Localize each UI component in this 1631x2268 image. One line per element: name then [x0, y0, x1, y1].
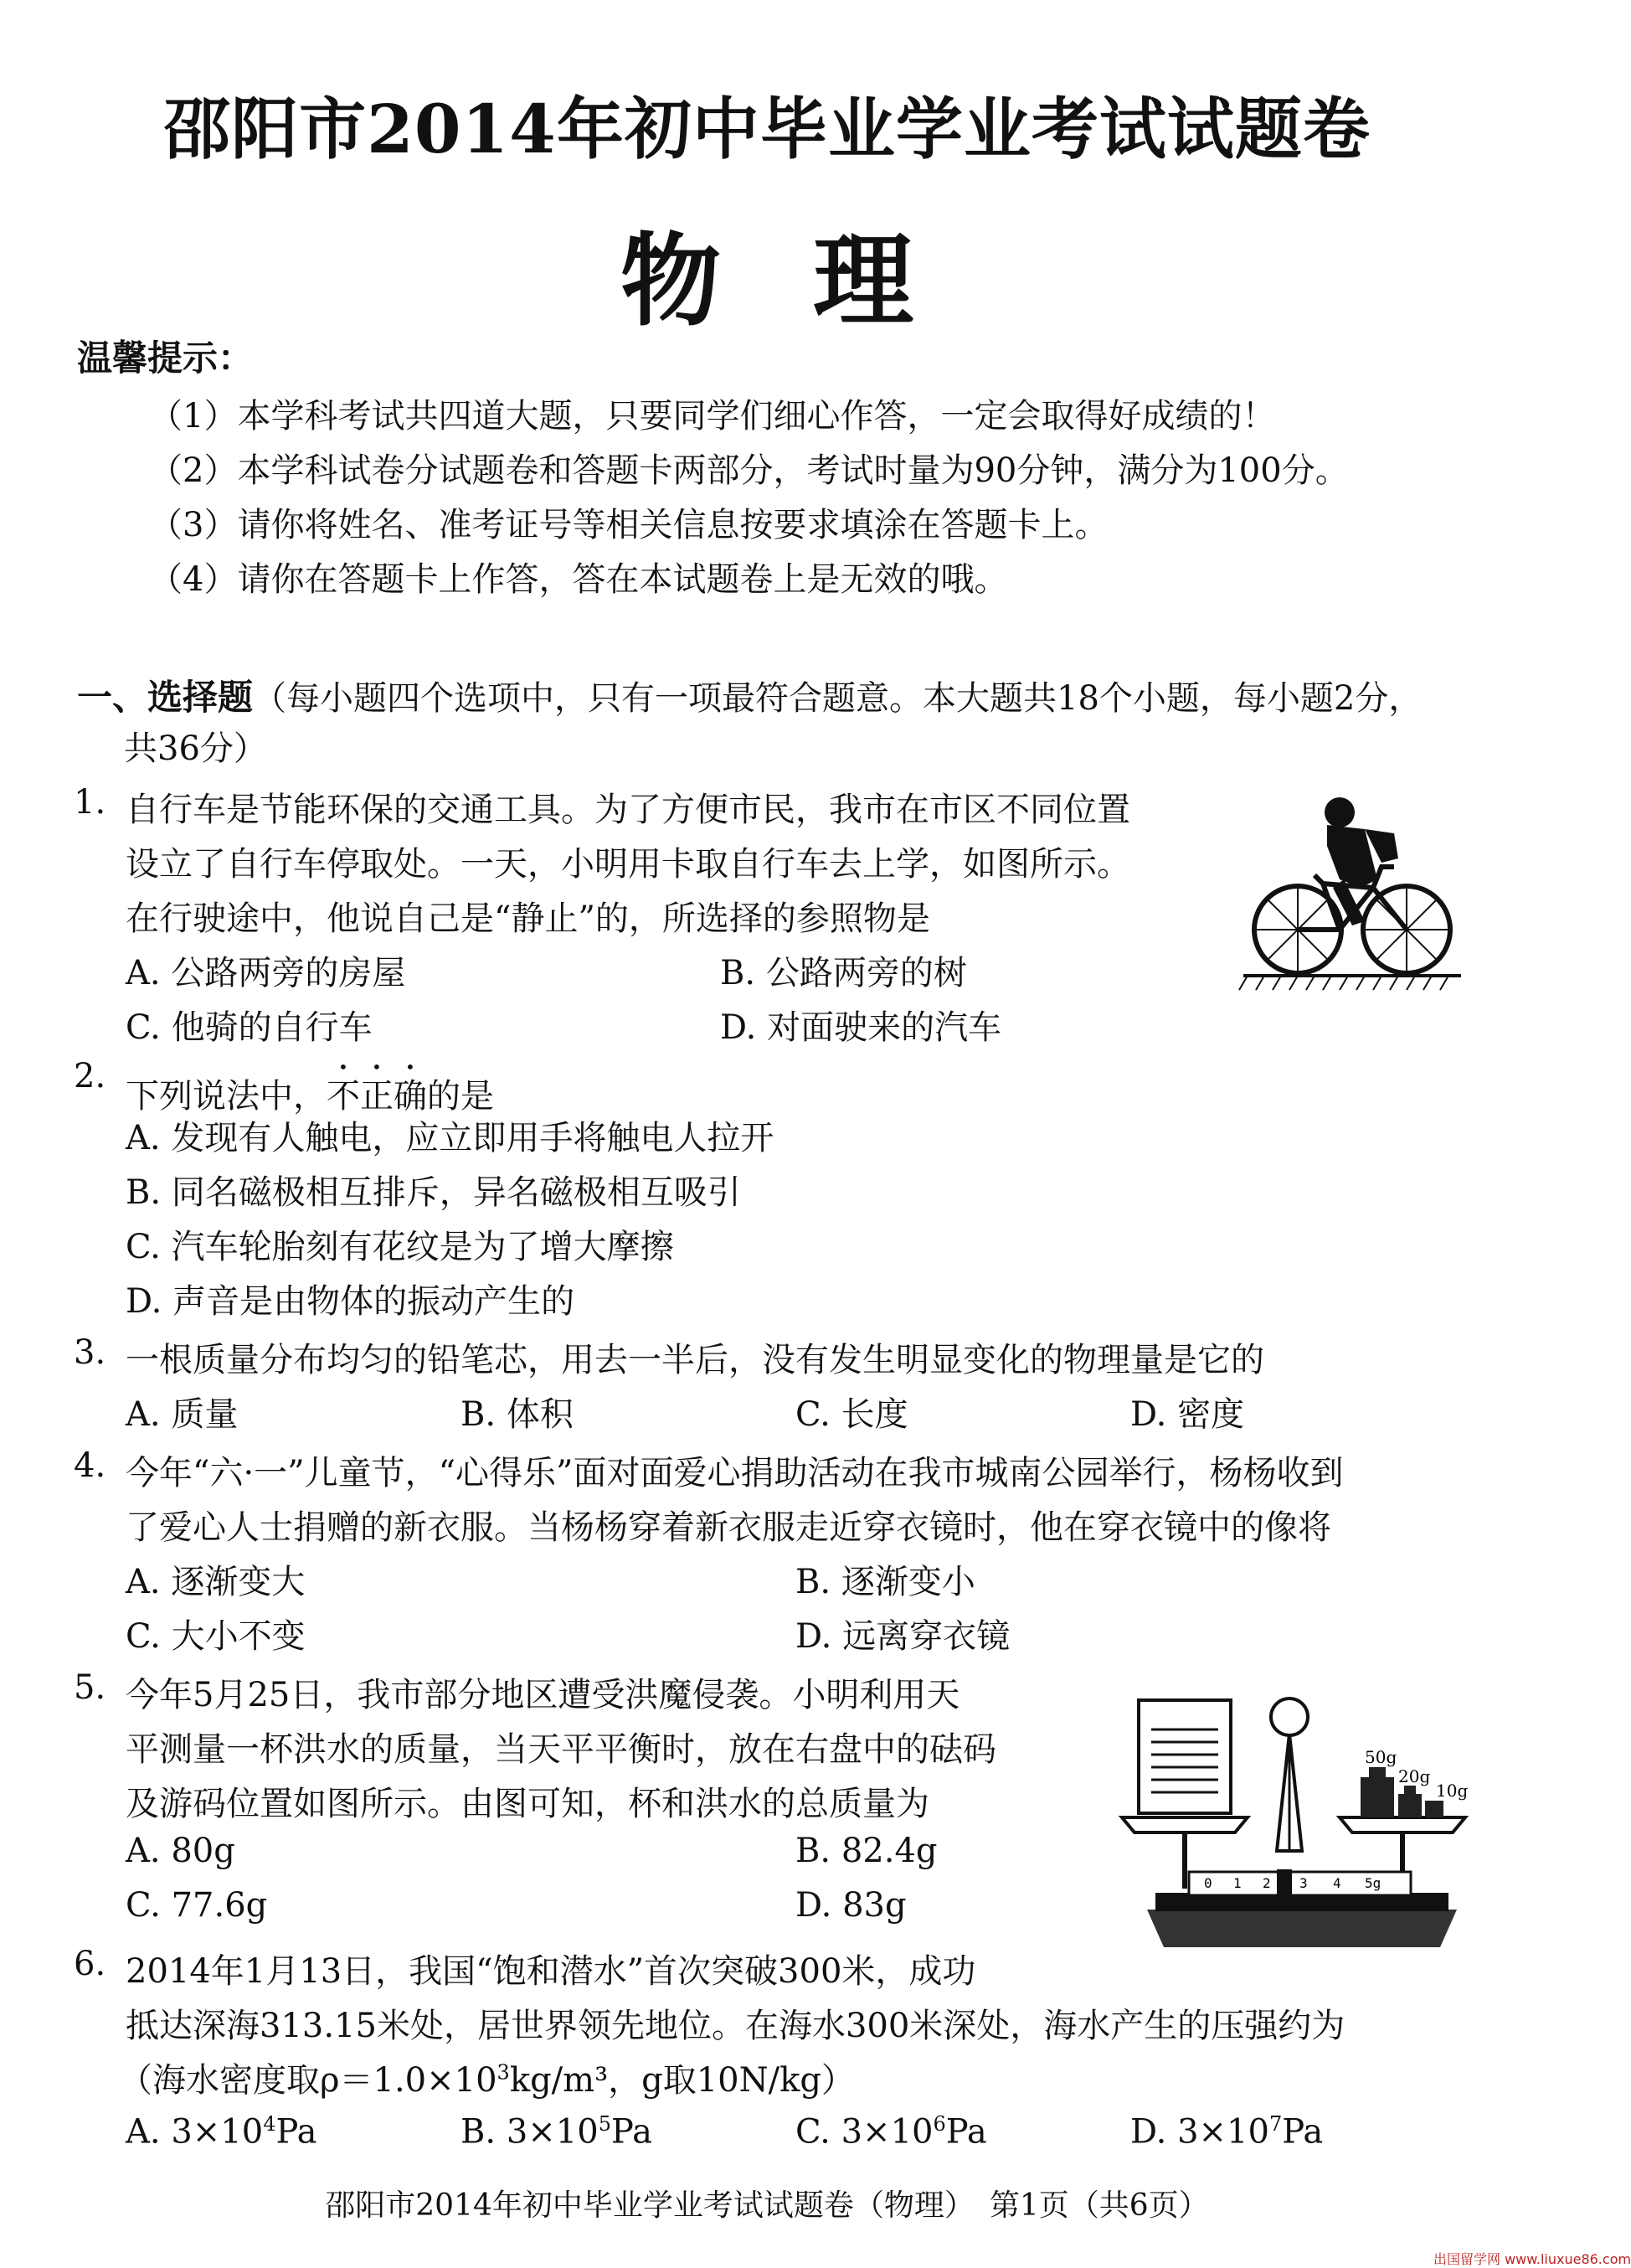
tip-item-2: （2）本学科试卷分试题卷和答题卡两部分，考试时量为90分钟，满分为100分。 [149, 451, 1349, 490]
option-a [126, 2112, 316, 2151]
option-c: C. 汽车轮胎刻有花纹是为了增大摩擦 [126, 1228, 674, 1266]
weight-label-50g: 50g [1365, 1747, 1397, 1767]
option-a: A. 公路两旁的房屋 [126, 954, 406, 992]
question-text-line: 及游码位置如图所示。由图可知，杯和洪水的总质量为 [126, 1785, 929, 1823]
subject-title: 物理 [620, 222, 1006, 340]
question-text-line: 自行车是节能环保的交通工具。为了方便市民，我市在市区不同位置 [126, 791, 1130, 829]
page-title: 邵阳市2014年初中毕业学业考试试题卷 [163, 90, 1371, 168]
question-text-line: 抵达深海313.15米处，居世界领先地位。在海水300米深处，海水产生的压强约为 [126, 2007, 1345, 2045]
option-c: C. 77.6g [126, 1886, 268, 1925]
option-b: B. 体积 [460, 1395, 574, 1434]
bicycle-figure [1239, 796, 1465, 1005]
page-footer: 邵阳市2014年初中毕业学业考试试题卷（物理） 第1页（共6页） [325, 2188, 1209, 2223]
question-number: 5. [74, 1668, 106, 1707]
scale-tick-label: 3 [1299, 1875, 1308, 1891]
section-title: 一、选择题 [77, 677, 254, 718]
question-text-line: 了爱心人士捐赠的新衣服。当杨杨穿着新衣服走近穿衣镜时，他在穿衣镜中的像将 [126, 1508, 1331, 1547]
question-text-post: 的是 [427, 1077, 494, 1116]
section-desc-line1: （每小题四个选项中，只有一项最符合题意。本大题共18个小题，每小题2分， [253, 679, 1423, 718]
option-base: A. 3×10 [126, 2112, 264, 2152]
question-text-line: 2014年1月13日，我国“饱和潜水”首次突破300米，成功 [126, 1952, 976, 1991]
option-c: C. 长度 [795, 1395, 908, 1434]
option-a: A. 逐渐变大 [126, 1563, 306, 1601]
option-unit: Pa [1282, 2112, 1324, 2152]
question-number: 2. [74, 1057, 106, 1095]
question-text-line [119, 2054, 855, 2101]
option-unit: Pa [610, 2112, 652, 2152]
option-b [460, 2112, 652, 2151]
balance-figure [1114, 1683, 1490, 1951]
exponent: 5 [598, 2112, 611, 2136]
question-text-line: 今年5月25日，我市部分地区遭受洪魔侵袭。小明利用天 [126, 1676, 960, 1714]
option-d [1130, 2112, 1323, 2151]
question-text-line: 设立了自行车停取处。一天，小明用卡取自行车去上学，如图所示。 [126, 845, 1130, 884]
section-heading-line1 [77, 670, 1422, 720]
option-base: C. 3×10 [795, 2112, 934, 2152]
exponent: 3 [497, 2060, 510, 2085]
option-d: D. 83g [795, 1886, 907, 1925]
option-a: A. 质量 [126, 1395, 239, 1434]
question-number: 1. [74, 783, 106, 822]
option-unit: Pa [945, 2112, 987, 2152]
question-text-post: kg/m³，g取10N/kg） [509, 2061, 855, 2100]
tip-item-1: （1）本学科考试共四道大题，只要同学们细心作答，一定会取得好成绩的！ [149, 397, 1276, 436]
exponent: 4 [263, 2112, 276, 2136]
emphasized-text: 不正确 [327, 1077, 427, 1116]
scale-tick-label: 5g [1365, 1875, 1381, 1891]
option-b: B. 同名磁极相互排斥，异名磁极相互吸引 [126, 1173, 741, 1212]
question-number: 4. [74, 1446, 106, 1485]
question-text-line: 平测量一杯洪水的质量，当天平平衡时，放在右盘中的砝码 [126, 1730, 996, 1769]
question-text-pre: 下列说法中， [126, 1077, 327, 1116]
option-c [795, 2112, 987, 2151]
question-text-pre: （海水密度取ρ＝1.0×10 [119, 2061, 497, 2100]
option-b: B. 逐渐变小 [795, 1563, 975, 1601]
question-text-line [126, 1057, 494, 1117]
option-base: B. 3×10 [460, 2112, 599, 2152]
exponent: 7 [1268, 2112, 1283, 2136]
scale-tick-label: 2 [1263, 1875, 1271, 1891]
weight-label-10g: 10g [1436, 1781, 1469, 1801]
scale-tick-label: 0 [1204, 1875, 1212, 1891]
option-d: D. 对面驶来的汽车 [720, 1008, 1002, 1047]
option-c: C. 他骑的自行车 [126, 1008, 373, 1047]
option-a: A. 发现有人触电，应立即用手将触电人拉开 [126, 1119, 774, 1157]
question-number: 6. [74, 1945, 106, 1983]
scale-tick-label: 4 [1333, 1875, 1341, 1891]
option-b: B. 公路两旁的树 [720, 954, 967, 992]
exponent: 6 [933, 2112, 946, 2136]
question-text-line: 一根质量分布均匀的铅笔芯，用去一半后，没有发生明显变化的物理量是它的 [126, 1341, 1264, 1379]
tip-item-4: （4）请你在答题卡上作答，答在本试题卷上是无效的哦。 [149, 560, 1008, 599]
option-d: D. 密度 [1130, 1395, 1245, 1434]
weight-label-20g: 20g [1398, 1766, 1431, 1786]
option-d: D. 声音是由物体的振动产生的 [126, 1282, 575, 1321]
section-desc-line2: 共36分） [124, 729, 267, 768]
watermark: 出国留学网 www.liuxue86.com [1433, 2251, 1631, 2267]
option-base: D. 3×10 [1130, 2112, 1269, 2152]
option-c: C. 大小不变 [126, 1617, 306, 1656]
option-d: D. 远离穿衣镜 [795, 1617, 1011, 1656]
option-unit: Pa [275, 2112, 317, 2152]
option-a: A. 80g [126, 1832, 235, 1870]
tips-heading: 温馨提示： [77, 338, 254, 379]
option-b: B. 82.4g [795, 1832, 938, 1870]
tip-item-3: （3）请你将姓名、准考证号等相关信息按要求填涂在答题卡上。 [149, 506, 1109, 544]
question-number: 3. [74, 1333, 106, 1372]
question-text-line: 今年“六·一”儿童节，“心得乐”面对面爱心捐助活动在我市城南公园举行，杨杨收到 [126, 1454, 1344, 1492]
question-text-line: 在行驶途中，他说自己是“静止”的，所选择的参照物是 [126, 899, 930, 938]
scale-tick-label: 1 [1233, 1875, 1242, 1891]
